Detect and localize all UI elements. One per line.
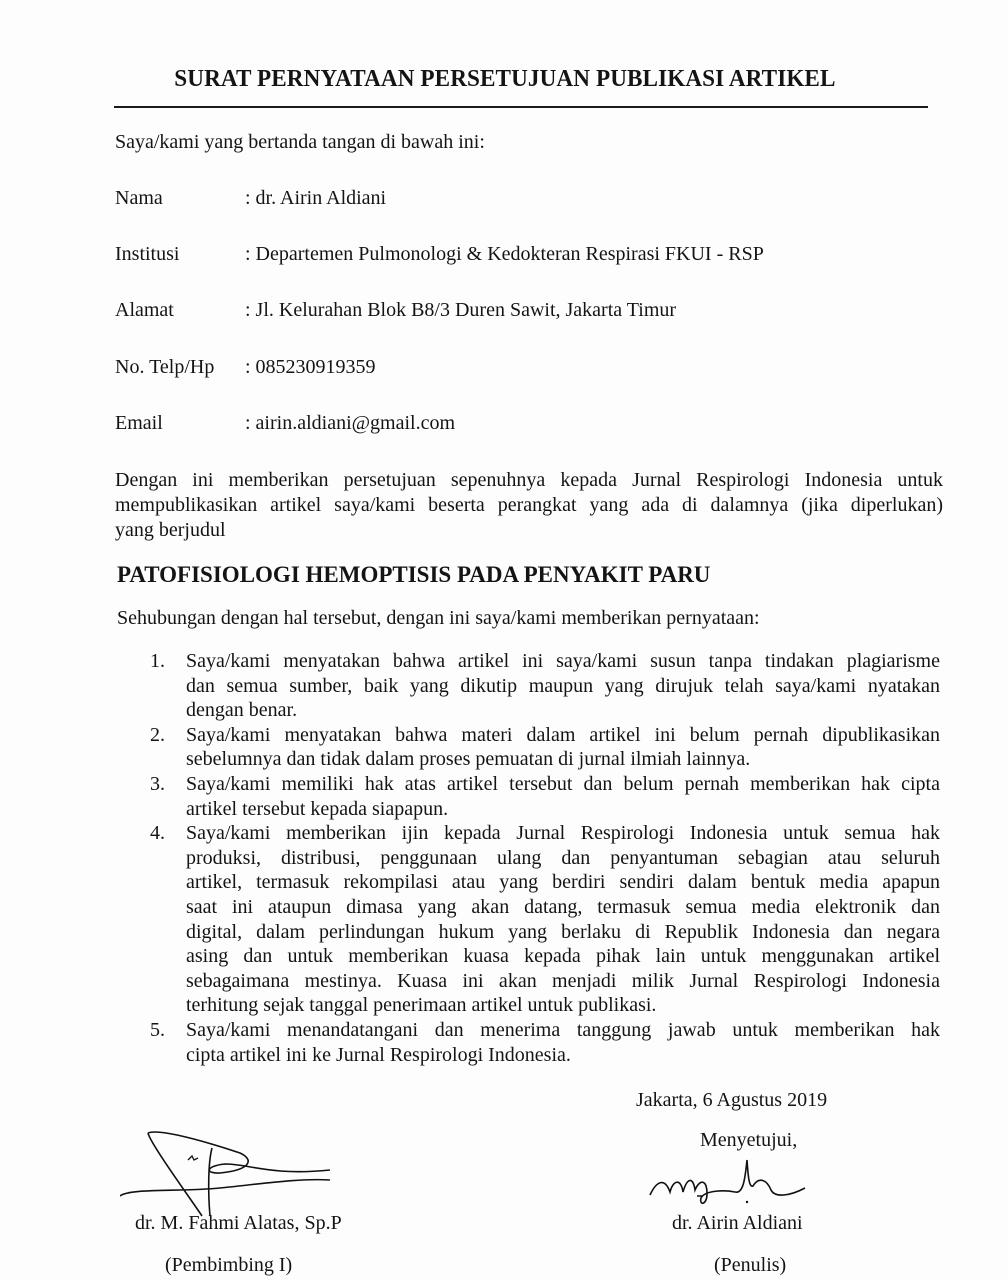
statement-line: Saya/kami memiliki hak atas artikel tersebut dan belum pernah memberikan hak cipta <box>186 772 940 795</box>
approval-label: Menyetujui, <box>700 1129 798 1151</box>
signature-left-icon <box>120 1108 330 1218</box>
statement-line: saat ini ataupun dimasa yang akan datang, termasuk semua media elektronik dan <box>186 895 940 918</box>
field-label-nama: Nama <box>115 187 163 209</box>
statement-line: artikel tersebut kepada siapapun. <box>186 797 449 820</box>
statement-number: 2. <box>150 723 165 746</box>
field-label-email: Email <box>115 412 163 434</box>
statement-line: asing dan untuk memberikan kuasa kepada pihak lain untuk menggunakan artikel <box>186 945 940 968</box>
signatory-left-name: dr. M. Fahmi Alatas, Sp.P <box>135 1212 342 1234</box>
signatory-right-role: (Penulis) <box>714 1254 787 1276</box>
statement-line: terhitung sejak tanggal penerimaan artikel untuk publikasi. <box>186 994 657 1017</box>
statement-line: Saya/kami menyatakan bahwa artikel ini saya/kami susun tanpa tindakan plagiarisme <box>186 650 940 672</box>
field-label-institusi: Institusi <box>115 243 180 265</box>
field-value-alamat: : Jl. Kelurahan Blok B8/3 Duren Sawit, Jakarta Timur <box>245 299 677 321</box>
statement-line: Saya/kami menandatangani dan menerima tanggung jawab untuk memberikan hak <box>186 1018 940 1041</box>
field-value-nama: : dr. Airin Aldiani <box>245 187 387 209</box>
statement-number: 4. <box>150 822 165 845</box>
document-title: SURAT PERNYATAAN PERSETUJUAN PUBLIKASI ARTIKEL <box>174 66 836 92</box>
statement-number: 5. <box>150 1018 165 1041</box>
signature-right-icon <box>645 1150 825 1210</box>
place-date: Jakarta, 6 Agustus 2019 <box>636 1089 828 1111</box>
signatory-right-name: dr. Airin Aldiani <box>672 1212 803 1234</box>
statement-item <box>150 649 940 723</box>
statement-number: 3. <box>150 772 165 795</box>
consent-line: mempublikasikan artikel saya/kami beserta perangkat yang ada di dalamnya (jika diperlukan) <box>115 494 943 516</box>
field-value-institusi: : Departemen Pulmonologi & Kedokteran Respirasi FKUI - RSP <box>245 243 764 265</box>
statement-line: dengan benar. <box>186 699 298 722</box>
statement-line: sebagaimana mestinya. Kuasa ini akan menjadi milik Jurnal Respirologi Indonesia <box>186 969 940 992</box>
statement-line: dan semua sumber, baik yang dikutip maupun yang dirujuk telah saya/kami nyatakan <box>186 674 940 697</box>
statement-item <box>150 723 940 772</box>
statement-line: cipta artikel ini ke Jurnal Respirologi Indonesia. <box>186 1043 571 1066</box>
statement-item <box>150 1018 940 1067</box>
statement-line: Saya/kami menyatakan bahwa materi dalam artikel ini belum pernah dipublikasikan <box>186 723 940 746</box>
statement-item <box>150 772 940 821</box>
statement-list <box>150 649 940 1067</box>
statement-item <box>150 821 940 1018</box>
field-label-telp: No. Telp/Hp <box>115 356 215 378</box>
title-divider <box>114 106 928 108</box>
consent-line: Dengan ini memberikan persetujuan sepenuhnya kepada Jurnal Respirologi Indonesia untuk <box>115 469 943 491</box>
article-title: PATOFISIOLOGI HEMOPTISIS PADA PENYAKIT PARU <box>117 562 711 587</box>
field-value-telp: : 085230919359 <box>245 356 376 378</box>
signatory-left-role: (Pembimbing I) <box>165 1254 293 1276</box>
statement-line: produksi, distribusi, penggunaan ulang dan penyantuman sebagian atau seluruh <box>186 846 940 869</box>
consent-line: yang berjudul <box>115 519 226 541</box>
statement-lead: Sehubungan dengan hal tersebut, dengan ini saya/kami memberikan pernyataan: <box>117 607 760 629</box>
statement-line: digital, dalam perlindungan hukum yang berlaku di Republik Indonesia dan negara <box>186 920 940 943</box>
field-value-email: : airin.aldiani@gmail.com <box>245 412 456 434</box>
intro-text: Saya/kami yang bertanda tangan di bawah ini: <box>115 131 485 153</box>
statement-line: Saya/kami memberikan ijin kepada Jurnal Respirologi Indonesia untuk semua hak <box>186 822 940 845</box>
statement-number: 1. <box>150 650 165 672</box>
statement-line: artikel, termasuk rekompilasi atau yang berdiri sendiri dalam bentuk media apapun <box>186 871 940 894</box>
consent-paragraph <box>115 468 943 543</box>
statement-line: sebelumnya dan tidak dalam proses pemuatan di jurnal ilmiah lainnya. <box>186 748 751 771</box>
field-label-alamat: Alamat <box>115 299 174 321</box>
